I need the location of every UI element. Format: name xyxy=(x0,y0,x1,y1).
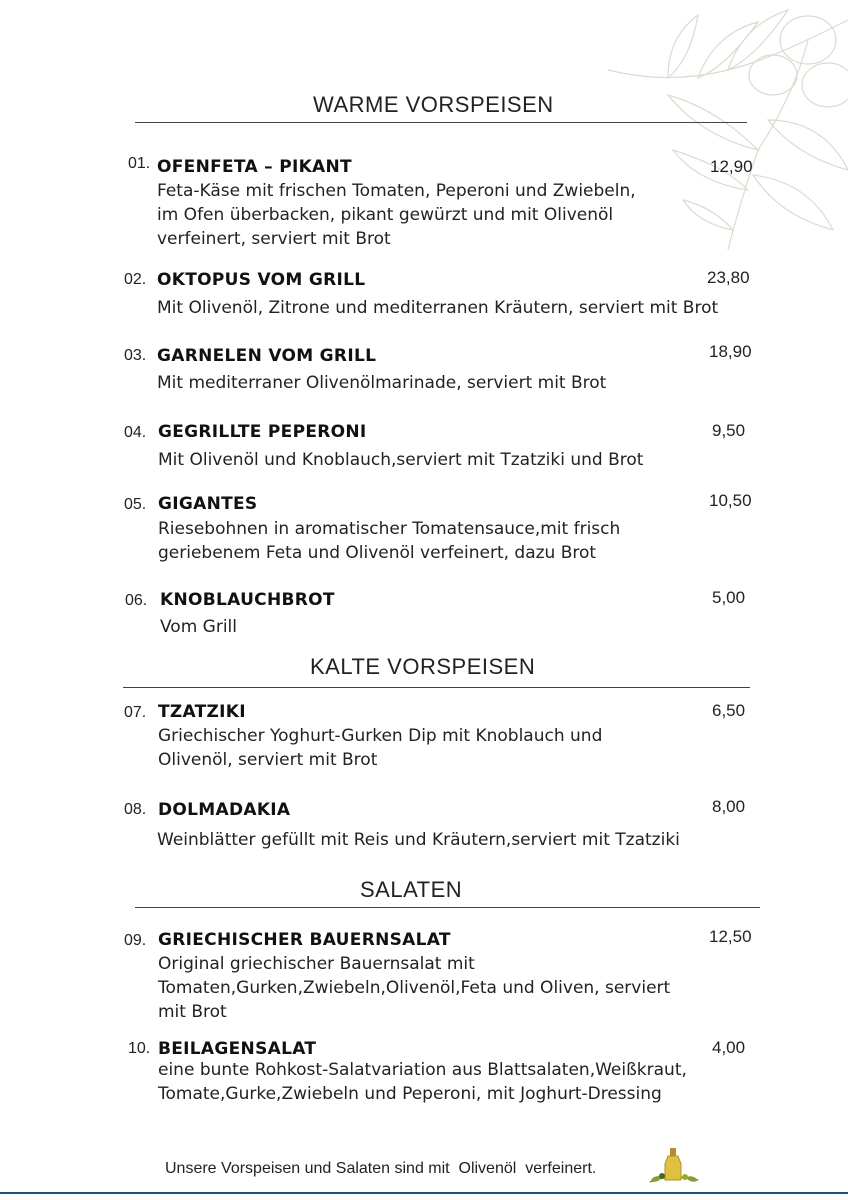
olive-oil-bottle-icon xyxy=(648,1146,700,1186)
item-price: 9,50 xyxy=(712,421,746,440)
item-number: 06. xyxy=(125,592,148,609)
item-price: 12,90 xyxy=(710,157,753,176)
item-description: Mit Olivenöl und Knoblauch,serviert mit Tzatziki und Brot xyxy=(158,450,644,470)
item-description: Weinblätter gefüllt mit Reis und Kräutern,serviert mit Tzatziki xyxy=(157,830,680,850)
item-description: Riesebohnen in aromatischer Tomatensauce,mit frisch geriebenem Feta und Olivenöl verfeinert, dazu Brot xyxy=(158,519,621,563)
item-name: KNOBLAUCHBROT xyxy=(160,590,335,610)
item-description: Griechischer Yoghurt-Gurken Dip mit Knoblauch und Olivenöl, serviert mit Brot xyxy=(158,726,603,770)
item-name: OFENFETA – PIKANT xyxy=(157,157,352,177)
item-number: 09. xyxy=(124,932,147,949)
item-price: 23,80 xyxy=(707,268,750,287)
item-price: 5,00 xyxy=(712,588,746,607)
page-bottom-border xyxy=(0,1192,848,1194)
item-price: 8,00 xyxy=(712,797,746,816)
item-price: 6,50 xyxy=(712,701,746,720)
item-price: 18,90 xyxy=(709,342,752,361)
item-number: 03. xyxy=(124,347,147,364)
item-name: DOLMADAKIA xyxy=(158,800,291,820)
item-name: GARNELEN VOM GRILL xyxy=(157,346,377,366)
item-name: GRIECHISCHER BAUERNSALAT xyxy=(158,930,451,950)
item-name: BEILAGENSALAT xyxy=(158,1039,317,1059)
section-divider xyxy=(135,907,760,908)
section-divider xyxy=(123,687,750,688)
item-description: Mit mediterraner Olivenölmarinade, serviert mit Brot xyxy=(157,373,607,393)
item-number: 02. xyxy=(124,271,147,288)
item-number: 08. xyxy=(124,801,147,818)
section-title-warm: WARME VORSPEISEN xyxy=(313,92,554,117)
item-price: 4,00 xyxy=(712,1038,746,1057)
item-name: GIGANTES xyxy=(158,494,258,514)
item-description: eine bunte Rohkost-Salatvariation aus Blattsalaten,Weißkraut, Tomate,Gurke,Zwiebeln und Peperoni, mit Joghurt-Dressing xyxy=(158,1060,687,1104)
section-title-salads: SALATEN xyxy=(360,877,463,902)
item-description: Original griechischer Bauernsalat mit Tomaten,Gurken,Zwiebeln,Olivenöl,Feta und Oliven, serviert mit Brot xyxy=(158,954,671,1022)
item-number: 01. xyxy=(128,155,151,172)
section-title-cold: KALTE VORSPEISEN xyxy=(310,654,536,679)
item-name: TZATZIKI xyxy=(158,702,246,722)
item-description: Mit Olivenöl, Zitrone und mediterranen Kräutern, serviert mit Brot xyxy=(157,298,719,318)
item-name: OKTOPUS VOM GRILL xyxy=(157,270,366,290)
olive-branch-icon xyxy=(608,0,848,260)
item-price: 12,50 xyxy=(709,927,752,946)
item-description: Feta-Käse mit frischen Tomaten, Peperoni und Zwiebeln, im Ofen überbacken, pikant gewürzt und mit Olivenöl verfeinert, serviert mit Brot xyxy=(157,181,636,249)
item-number: 05. xyxy=(124,496,147,513)
item-number: 07. xyxy=(124,704,147,721)
item-price: 10,50 xyxy=(709,491,752,510)
item-number: 10. xyxy=(128,1040,151,1057)
item-number: 04. xyxy=(124,424,147,441)
item-description: Vom Grill xyxy=(160,617,238,637)
footer-note: Unsere Vorspeisen und Salaten sind mit Olivenöl verfeinert. xyxy=(165,1160,597,1177)
section-divider xyxy=(135,122,747,123)
item-name: GEGRILLTE PEPERONI xyxy=(158,422,367,442)
